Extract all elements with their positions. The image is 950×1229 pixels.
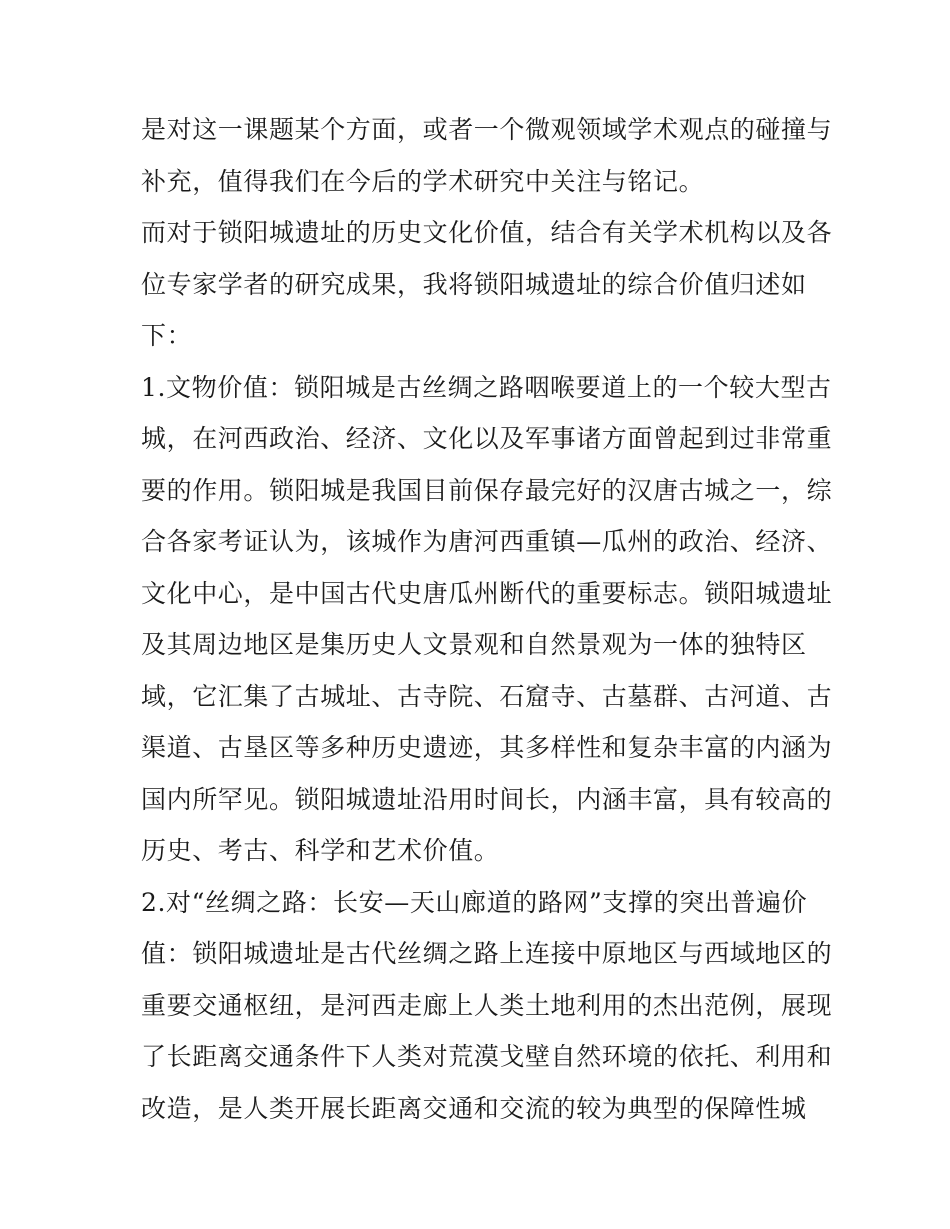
text-line: 1.文物价值：锁阳城是古丝绸之路咽喉要道上的一个较大型古 xyxy=(141,372,832,402)
text-line: 及其周边地区是集历史人文景观和自然景观为一体的独特区 xyxy=(141,630,807,659)
text-line: 是对这一课题某个方面，或者一个微观领域学术观点的碰撞与 xyxy=(141,115,833,144)
text-line: 下： xyxy=(141,321,193,350)
text-line: 城，在河西政治、经济、文化以及军事诸方面曾起到过非常重 xyxy=(141,424,833,453)
text-line: 要的作用。锁阳城是我国目前保存最完好的汉唐古城之一，综 xyxy=(141,475,833,505)
text-line: 值：锁阳城遗址是古代丝绸之路上连接中原地区与西域地区的 xyxy=(141,939,833,968)
text-line: 2.对“丝绸之路：长安—天山廊道的路网”支撑的突出普遍价 xyxy=(141,887,808,917)
text-line: 位专家学者的研究成果，我将锁阳城遗址的综合价值归述如 xyxy=(141,269,807,299)
text-line: 而对于锁阳城遗址的历史文化价值，结合有关学术机构以及各 xyxy=(141,218,833,247)
text-line: 域，它汇集了古城址、古寺院、石窟寺、古墓群、古河道、古 xyxy=(141,681,833,711)
text-line: 渠道、古垦区等多种历史遗迹，其多样性和复杂丰富的内涵为 xyxy=(141,733,833,762)
text-line: 文化中心，是中国古代史唐瓜州断代的重要标志。锁阳城遗址 xyxy=(141,578,833,608)
text-line: 补充，值得我们在今后的学术研究中关注与铭记。 xyxy=(141,166,705,196)
text-line: 了长距离交通条件下人类对荒漠戈壁自然环境的依托、利用和 xyxy=(141,1042,833,1071)
text-line: 改造，是人类开展长距离交通和交流的较为典型的保障性城 xyxy=(141,1093,807,1123)
text-line: 重要交通枢纽，是河西走廊上人类土地利用的杰出范例，展现 xyxy=(141,990,833,1020)
text-line: 历史、考古、科学和艺术价值。 xyxy=(141,836,500,865)
body-text xyxy=(141,104,833,1134)
text-line: 合各家考证认为，该城作为唐河西重镇—瓜州的政治、经济、 xyxy=(141,527,833,556)
text-line: 国内所罕见。锁阳城遗址沿用时间长，内涵丰富，具有较高的 xyxy=(141,784,833,814)
